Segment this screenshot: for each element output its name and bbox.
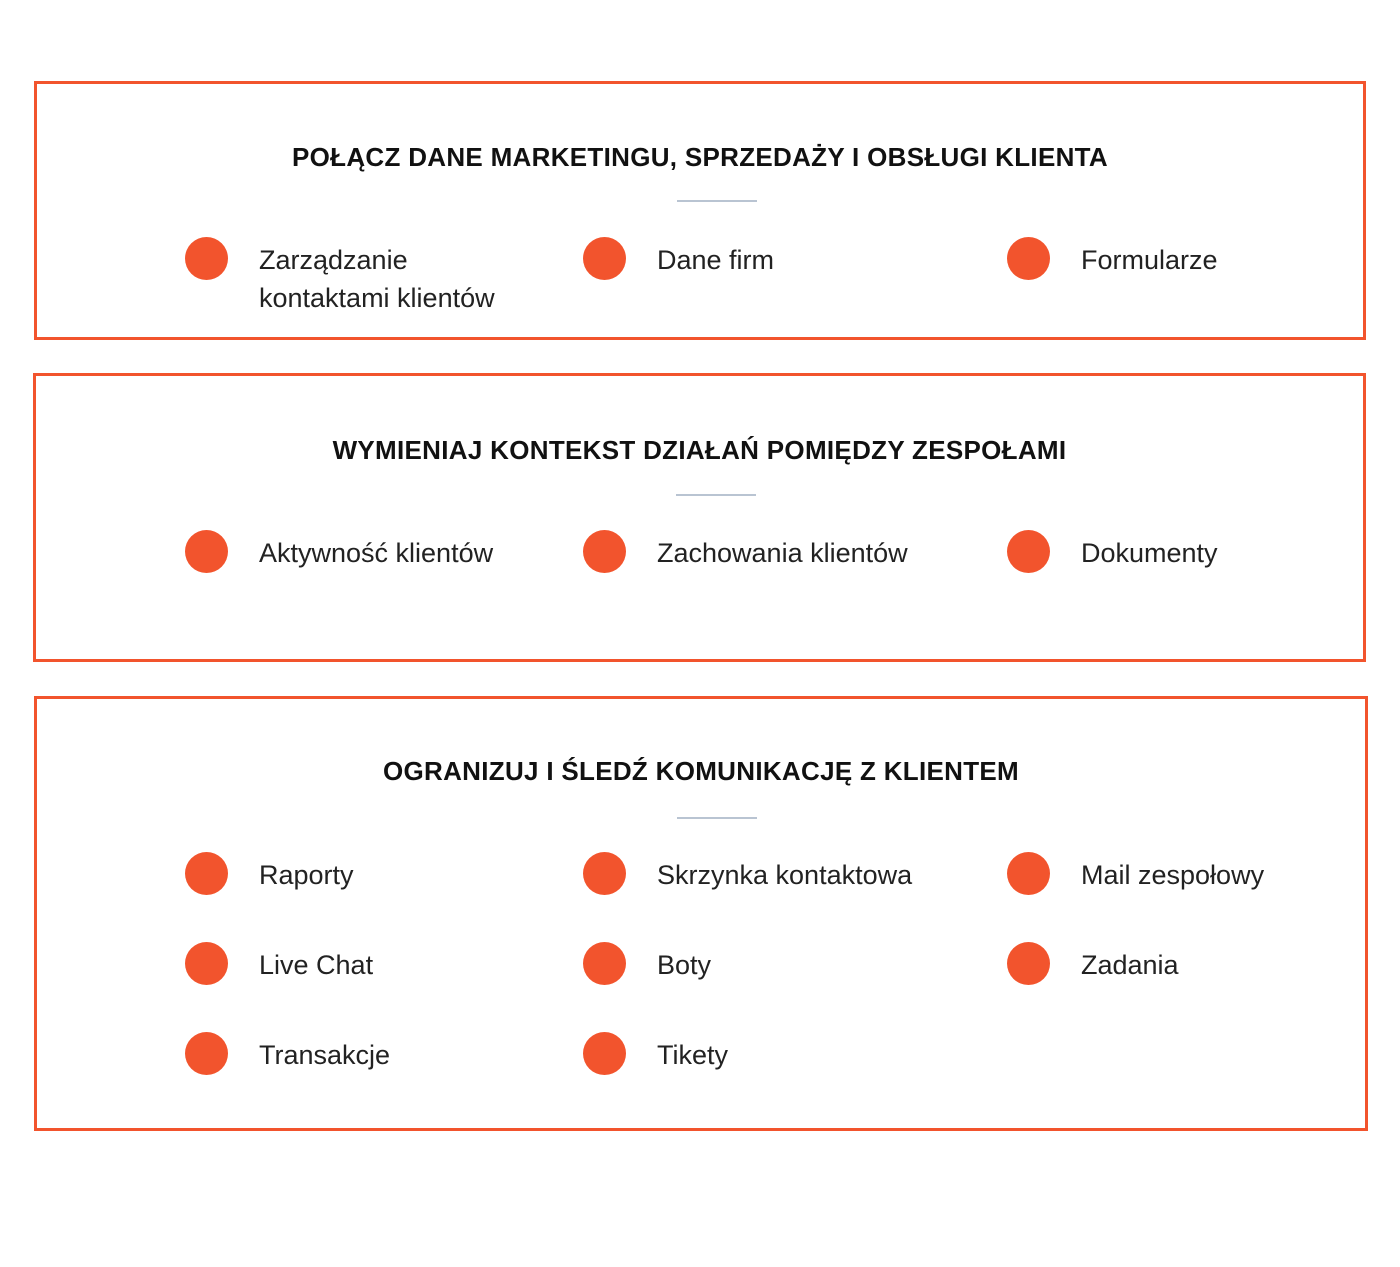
section-share-context	[33, 373, 1366, 662]
title-divider	[677, 817, 757, 819]
feature-label: Formularze	[1081, 245, 1218, 275]
dot-icon	[185, 942, 228, 985]
title-divider	[677, 200, 757, 202]
feature-label: Dane firm	[657, 245, 775, 275]
dot-icon	[583, 852, 626, 895]
feature-label: Zachowania klientów	[657, 538, 908, 568]
feature-label: Aktywność klientów	[259, 538, 494, 568]
dot-icon	[185, 530, 228, 573]
title-divider	[676, 494, 756, 496]
dot-icon	[1007, 942, 1050, 985]
dot-icon	[583, 530, 626, 573]
dot-icon	[583, 942, 626, 985]
feature-label: Tikety	[657, 1040, 729, 1070]
feature-label: Raporty	[259, 860, 354, 890]
section-title: POŁĄCZ DANE MARKETINGU, SPRZEDAŻY I OBSŁUGI KLIENTA	[291, 142, 1109, 172]
section-connect-data	[34, 81, 1366, 340]
feature-label: Mail zespołowy	[1081, 860, 1265, 890]
feature-label: Live Chat	[259, 950, 374, 980]
feature-label-line-2: kontaktami klientów	[259, 283, 495, 313]
dot-icon	[583, 237, 626, 280]
feature-label-line-1: Zarządzanie	[259, 245, 408, 275]
section-title: OGRANIZUJ I ŚLEDŹ KOMUNIKACJĘ Z KLIENTEM	[382, 756, 1019, 786]
feature-label: Zadania	[1081, 950, 1179, 980]
feature-label: Boty	[657, 950, 712, 980]
dot-icon	[185, 237, 228, 280]
feature-label	[259, 241, 495, 317]
dot-icon	[1007, 852, 1050, 895]
section-communication	[34, 696, 1368, 1131]
feature-label: Transakcje	[259, 1040, 391, 1070]
dot-icon	[185, 852, 228, 895]
section-title: WYMIENIAJ KONTEKST DZIAŁAŃ POMIĘDZY ZESPOŁAMI	[332, 435, 1067, 465]
dot-icon	[1007, 237, 1050, 280]
dot-icon	[583, 1032, 626, 1075]
feature-label: Skrzynka kontaktowa	[657, 860, 913, 890]
dot-icon	[185, 1032, 228, 1075]
feature-label: Dokumenty	[1081, 538, 1218, 568]
dot-icon	[1007, 530, 1050, 573]
